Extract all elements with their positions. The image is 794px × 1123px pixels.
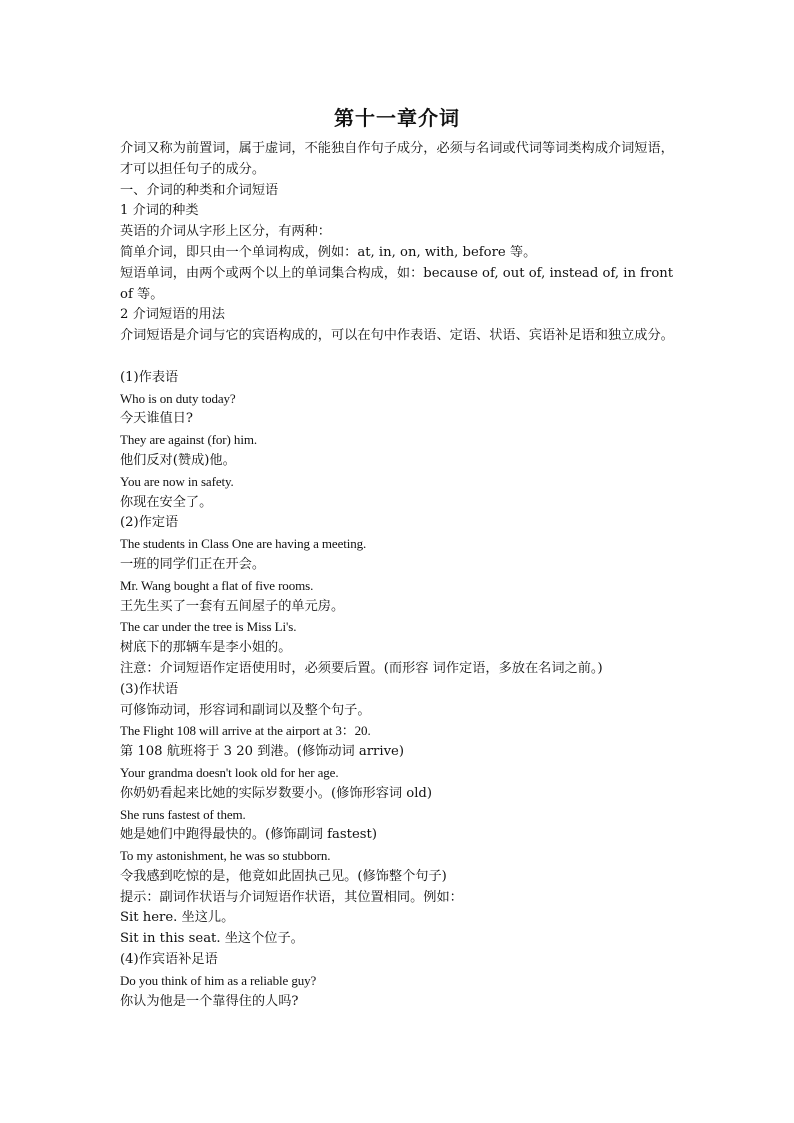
example-chinese: 令我感到吃惊的是，他竟如此固执己见。(修饰整个句子) xyxy=(120,868,447,884)
tip-example: Sit here. 坐这儿。 xyxy=(120,910,235,926)
body-text: 可修饰动词，形容词和副词以及整个句子。 xyxy=(120,702,371,718)
example-english: The car under the tree is Miss Li's. xyxy=(120,619,297,635)
example-chinese: 王先生买了一套有五间屋子的单元房。 xyxy=(120,598,345,614)
point-heading: (3)作状语 xyxy=(120,681,179,697)
example-chinese: 树底下的那辆车是李小姐的。 xyxy=(120,640,292,656)
example-english: She runs fastest of them. xyxy=(120,806,246,822)
chapter-title: 第十一章介词 xyxy=(334,106,460,130)
intro-paragraph: 介词又称为前置词，属于虚词，不能独自作句子成分，必须与名词或代词等词类构成介词短语，才可以担任句子的成分。 xyxy=(120,141,674,177)
tip-text: 提示：副词作状语与介词短语作状语，其位置相同。例如： xyxy=(120,889,463,905)
example-english: Who is on duty today? xyxy=(120,390,236,406)
example-chinese: 第 108 航班将于 3 20 到港。(修饰动词 arrive) xyxy=(120,744,404,760)
example-english: Your grandma doesn't look old for her age. xyxy=(120,764,339,780)
body-text: 介词短语是介词与它的宾语构成的，可以在句中作表语、定语、状语、宾语补足语和独立成分。 xyxy=(120,328,674,344)
body-text: 英语的介词从字形上区分，有两种： xyxy=(120,224,331,240)
example-chinese: 你认为他是一个靠得住的人吗? xyxy=(120,993,299,1009)
example-english: They are against (for) him. xyxy=(120,432,257,448)
body-text: 简单介词，即只由一个单词构成，例如：at, in, on, with, before 等。 xyxy=(120,244,537,260)
subsection-heading: 2 介词短语的用法 xyxy=(120,307,225,323)
example-chinese: 你现在安全了。 xyxy=(120,494,213,510)
example-chinese: 你奶奶看起来比她的实际岁数要小。(修饰形容词 old) xyxy=(120,785,433,801)
body-text: 短语单词，由两个或两个以上的单词集合构成，如：because of, out of, instead of, in front of 等。 xyxy=(120,265,674,302)
example-english: The students in Class One are having a meeting. xyxy=(120,536,367,552)
document-body xyxy=(120,139,680,1012)
example-english: Mr. Wang bought a flat of five rooms. xyxy=(120,577,314,593)
note-text: 注意：介词短语作定语使用时，必须要后置。(而形容 词作定语，多放在名词之前。) xyxy=(120,660,603,676)
example-chinese: 他们反对(赞成)他。 xyxy=(120,452,236,468)
point-heading: (1)作表语 xyxy=(120,369,179,385)
example-english: You are now in safety. xyxy=(120,473,234,489)
point-heading: (2)作定语 xyxy=(120,515,179,531)
section-heading: 一、介词的种类和介词短语 xyxy=(120,182,279,198)
subsection-heading: 1 介词的种类 xyxy=(120,203,199,219)
example-english: Do you think of him as a reliable guy? xyxy=(120,972,317,988)
example-english: The Flight 108 will arrive at the airport at 3：20. xyxy=(120,723,371,739)
tip-example: Sit in this seat. 坐这个位子。 xyxy=(120,931,304,947)
point-heading: (4)作宾语补足语 xyxy=(120,952,218,968)
example-chinese: 她是她们中跑得最快的。(修饰副词 fastest) xyxy=(120,827,377,843)
example-chinese: 今天谁值日? xyxy=(120,411,194,427)
example-english: To my astonishment, he was so stubborn. xyxy=(120,848,331,864)
example-chinese: 一班的同学们正在开会。 xyxy=(120,556,266,572)
